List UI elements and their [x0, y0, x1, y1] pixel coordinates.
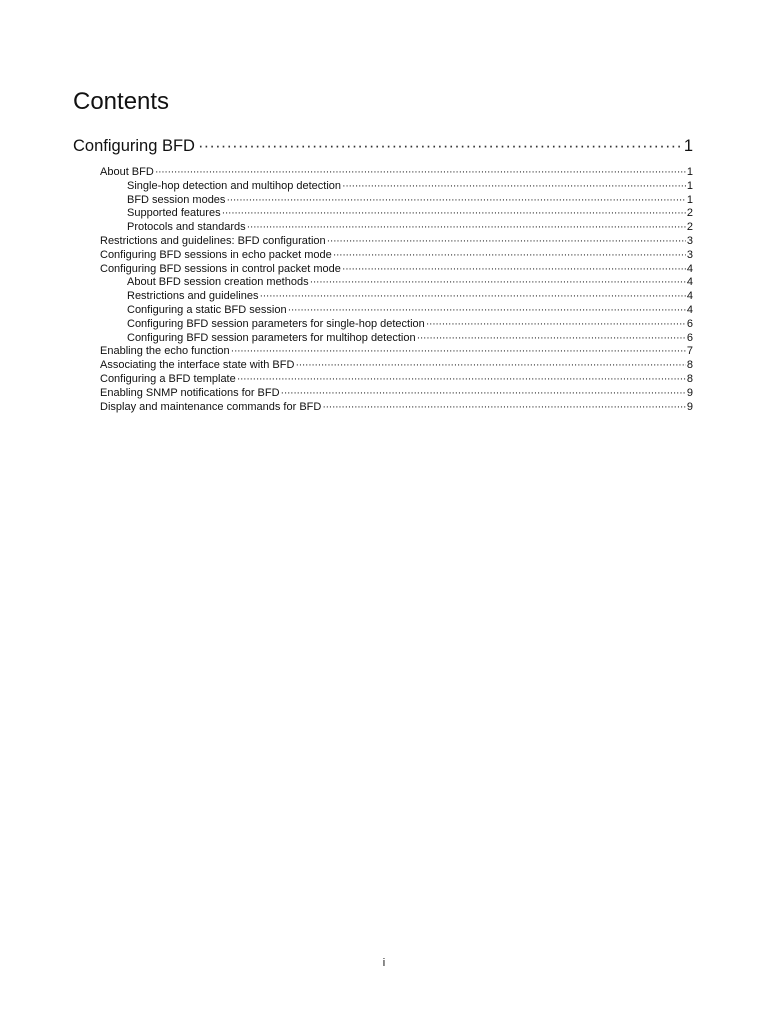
toc-entry-page: 9: [686, 386, 693, 399]
toc-entry-title: BFD session modes: [127, 193, 226, 206]
toc-chapter-title: Configuring BFD: [73, 137, 195, 155]
toc-entry[interactable]: [73, 373, 693, 387]
toc-entry-page: 7: [686, 345, 693, 358]
dot-leader: [322, 401, 686, 415]
toc-entry[interactable]: [73, 249, 693, 263]
toc-entry-title: Configuring BFD session parameters for multihop detection: [127, 331, 416, 344]
toc-entry[interactable]: [73, 221, 693, 235]
dot-leader: [281, 387, 686, 401]
toc-entry[interactable]: [73, 318, 693, 332]
dot-leader: [342, 180, 686, 194]
dot-leader: [226, 194, 685, 208]
toc-entry-title: Display and maintenance commands for BFD: [100, 400, 322, 413]
toc-entry-page: 1: [686, 179, 693, 192]
toc-entry-page: 1: [686, 166, 693, 178]
toc-entry[interactable]: [73, 401, 693, 415]
dot-leader: [222, 207, 686, 221]
dot-leader: [417, 332, 686, 346]
toc-entry-title: Single-hop detection and multihop detection: [127, 179, 342, 192]
toc-entry[interactable]: [73, 207, 693, 221]
toc-entry-title: Enabling SNMP notifications for BFD: [100, 386, 280, 399]
toc-entry-page: 2: [686, 221, 693, 234]
page-number: i: [382, 957, 386, 969]
toc-entry-title: Enabling the echo function: [100, 345, 230, 358]
toc-entry-title: Restrictions and guidelines: [127, 290, 259, 303]
toc-chapter-page: 1: [683, 137, 693, 155]
toc-entry[interactable]: [73, 290, 693, 304]
dot-leader: [155, 166, 686, 180]
toc-entry-page: 4: [686, 290, 693, 303]
toc-entry[interactable]: [73, 166, 693, 180]
toc-entry[interactable]: [73, 387, 693, 401]
toc-entry-title: About BFD: [100, 166, 154, 178]
toc-entry[interactable]: [73, 332, 693, 346]
toc-entry-title: Configuring a BFD template: [100, 372, 236, 385]
dot-leader: [247, 221, 686, 235]
dot-leader: [310, 276, 686, 290]
toc-entry[interactable]: [73, 263, 693, 277]
toc-entry-title: Protocols and standards: [127, 221, 246, 234]
toc-entry-title: Configuring BFD sessions in control packet mode: [100, 262, 341, 275]
toc-entry-page: 8: [686, 372, 693, 385]
toc-entry-page: 3: [686, 234, 693, 247]
toc-entry-title: Configuring a static BFD session: [127, 303, 287, 316]
toc-entry-page: 6: [686, 317, 693, 330]
toc-entry-page: 6: [686, 331, 693, 344]
toc-entry[interactable]: [73, 276, 693, 290]
toc-entry[interactable]: [73, 345, 693, 359]
toc-entry-page: 4: [686, 276, 693, 289]
toc-entry-list: [73, 166, 693, 414]
toc-entry-page: 4: [686, 262, 693, 275]
toc-entry-page: 4: [686, 303, 693, 316]
toc-entry[interactable]: [73, 180, 693, 194]
toc-entry-page: 3: [686, 248, 693, 261]
dot-leader: [327, 235, 686, 249]
dot-leader: [333, 249, 686, 263]
toc-entry[interactable]: [73, 194, 693, 208]
toc-entry-page: 9: [686, 400, 693, 413]
dot-leader: [426, 318, 686, 332]
toc-entry-title: Configuring BFD sessions in echo packet mode: [100, 248, 332, 261]
dot-leader: [198, 136, 681, 156]
dot-leader: [342, 263, 686, 277]
dot-leader: [231, 345, 686, 359]
toc-entry[interactable]: [73, 359, 693, 373]
page-title: Contents: [73, 88, 170, 115]
toc-entry[interactable]: [73, 235, 693, 249]
toc-chapter-entry[interactable]: [73, 136, 693, 156]
toc-entry-page: 1: [686, 193, 693, 206]
toc-entry-title: About BFD session creation methods: [127, 276, 309, 289]
dot-leader: [295, 359, 685, 373]
toc-entry-page: 8: [686, 359, 693, 372]
toc-entry-title: Associating the interface state with BFD: [100, 359, 295, 372]
toc-entry-title: Restrictions and guidelines: BFD configuration: [100, 234, 326, 247]
toc-entry-page: 2: [686, 207, 693, 220]
dot-leader: [288, 304, 686, 318]
toc-entry-title: Supported features: [127, 207, 221, 220]
toc-entry[interactable]: [73, 304, 693, 318]
toc-entry-title: Configuring BFD session parameters for single-hop detection: [127, 317, 425, 330]
dot-leader: [259, 290, 685, 304]
dot-leader: [237, 373, 686, 387]
table-of-contents: [73, 136, 693, 414]
